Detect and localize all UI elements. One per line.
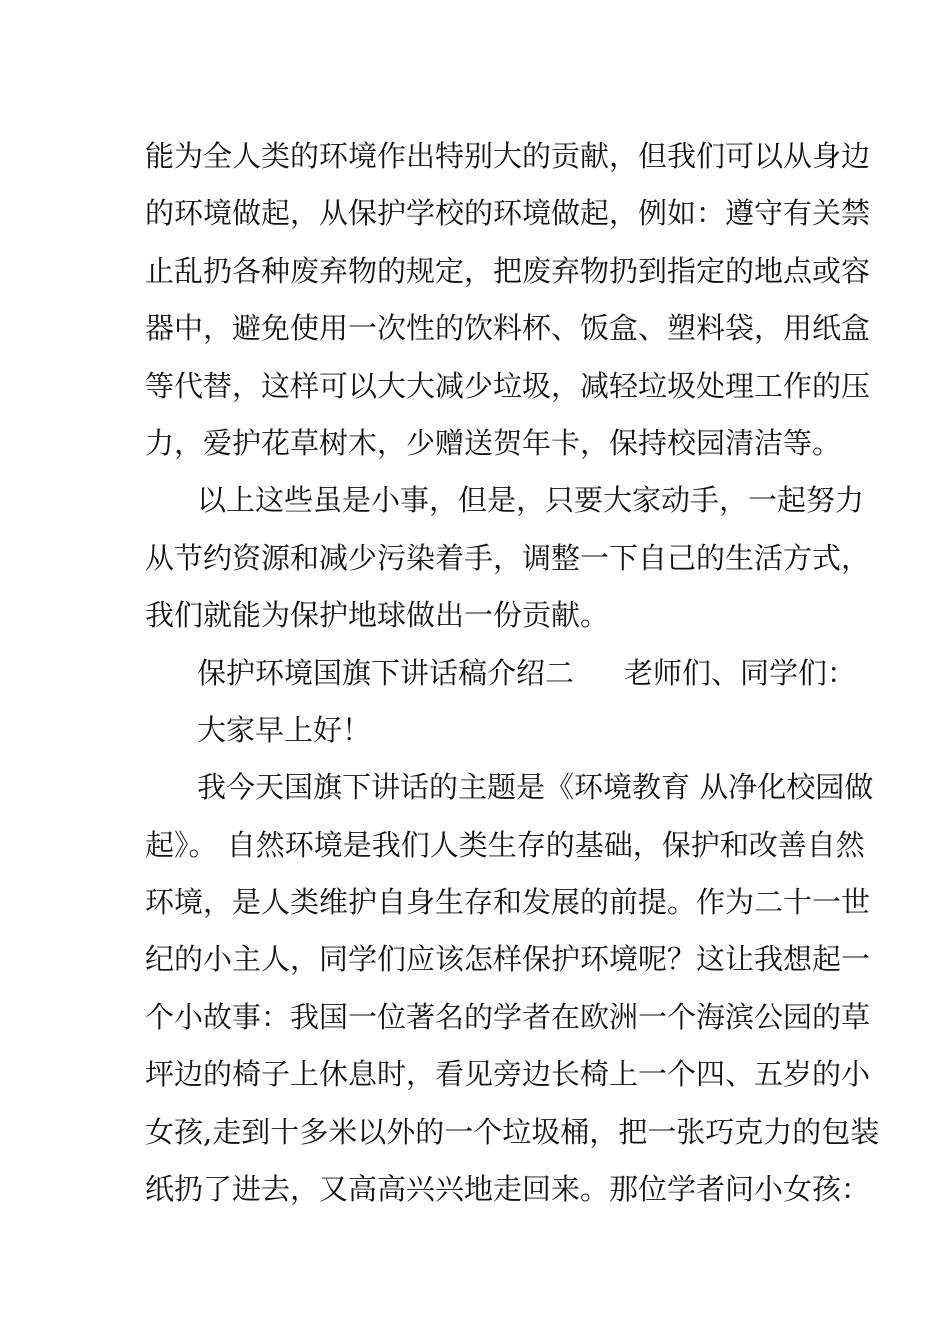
salutation: 老师们、同学们：: [624, 655, 857, 690]
text-line: 止乱扔各种废弃物的规定，把废弃物扔到指定的地点或容: [145, 253, 871, 288]
body-text: [145, 128, 880, 1218]
text-line: 等代替，这样可以大大减少垃圾，减轻垃圾处理工作的压: [145, 368, 871, 403]
text-line: 的环境做起，从保护学校的环境做起，例如：遵守有关禁: [145, 196, 871, 231]
text-line: 坪边的椅子上休息时，看见旁边长椅上一个四、五岁的小: [145, 1057, 871, 1092]
text-line: 纸扔了进去，又高高兴兴地走回来。那位学者问小女孩：: [145, 1172, 871, 1207]
text-line: 器中，避免使用一次性的饮料杯、饭盒、塑料袋，用纸盒: [145, 311, 871, 346]
text-line: 从节约资源和减少污染着手，调整一下自己的生活方式，: [145, 540, 871, 575]
section-heading-line: [145, 645, 857, 702]
text-line: 力，爱护花草树木，少赠送贺年卡，保持校园清洁等。: [145, 425, 842, 460]
text-line: 纪的小主人，同学们应该怎样保护环境呢？这让我想起一: [145, 942, 871, 977]
text-line: 个小故事：我国一位著名的学者在欧洲一个海滨公园的草: [145, 999, 871, 1034]
text-line: 以上这些虽是小事，但是，只要大家动手，一起努力: [197, 483, 865, 518]
text-line: 我们就能为保护地球做出一份贡献。: [145, 598, 610, 633]
text-line: 我今天国旗下讲话的主题是《环境教育 从净化校园做: [197, 770, 874, 805]
greeting: 大家早上好！: [197, 712, 372, 747]
text-line: 起》。 自然环境是我们人类生存的基础，保护和改善自然: [145, 827, 865, 862]
text-line: 环境，是人类维护自身生存和发展的前提。作为二十一世: [145, 885, 871, 920]
section-heading: 保护环境国旗下讲话稿介绍二: [197, 655, 575, 690]
text-line: 女孩,走到十多米以外的一个垃圾桶，把一张巧克力的包装: [145, 1114, 880, 1149]
text-line: 能为全人类的环境作出特别大的贡献，但我们可以从身边: [145, 139, 871, 173]
